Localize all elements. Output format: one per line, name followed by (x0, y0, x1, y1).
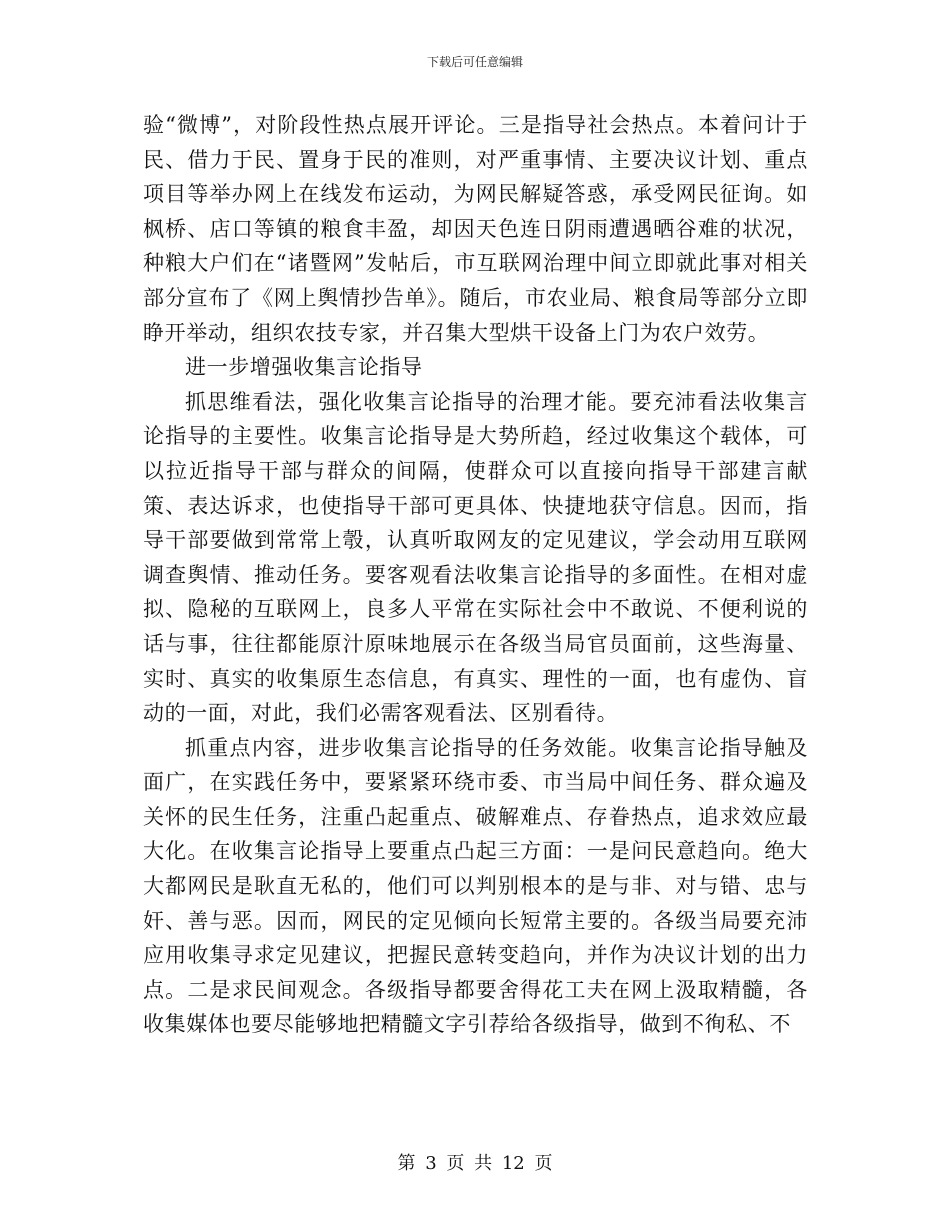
page-header: 下载后可任意编辑 (426, 55, 523, 69)
page-number-footer: 第 3 页 共 12 页 (397, 1153, 553, 1174)
document-body (143, 108, 808, 1042)
body-paragraph: 抓思维看法，强化收集言论指导的治理才能。要充沛看法收集言论指导的主要性。收集言论指导是大势所趋，经过收集这个载体，可以拉近指导干部与群众的间隔，使群众可以直接向指导干部建言献策、表达诉求，也使指导干部可更具体、快捷地获守信息。因而，指导干部要做到常常上彀，认真听取网友的定见建议，学会动用互联网调查舆情、推动任务。要客观看法收集言论指导的多面性。在相对虚拟、隐秘的互联网上，良多人平常在实际社会中不敢说、不便利说的话与事，往往都能原汁原味地展示在各级当局官员面前，这些海量、实时、真实的收集原生态信息，有真实、理性的一面，也有虚伪、盲动的一面，对此，我们必需客观看法、区别看待。 (143, 389, 808, 726)
body-paragraph: 验“微博”，对阶段性热点展开评论。三是指导社会热点。本着问计于民、借力于民、置身于民的准则，对严重事情、主要决议计划、重点项目等举办网上在线发布运动，为网民解疑答惑，承受网民征询。如枫桥、店口等镇的粮食丰盈，却因天色连日阴雨遭遇晒谷难的状况，种粮大户们在“诸暨网”发帖后，市互联网治理中间立即就此事对相关部分宣布了《网上舆情抄告单》。随后，市农业局、粮食局等部分立即睁开举动，组织农技专家，并召集大型烘干设备上门为农户效劳。 (143, 113, 808, 345)
body-paragraph: 抓重点内容，进步收集言论指导的任务效能。收集言论指导触及面广，在实践任务中，要紧紧环绕市委、市当局中间任务、群众遍及关怀的民生任务，注重凸起重点、破解难点、存眷热点，追求效应最大化。在收集言论指导上要重点凸起三方面：一是问民意趋向。绝大大都网民是耿直无私的，他们可以判别根本的是与非、对与错、忠与奸、善与恶。因而，网民的定见倾向长短常主要的。各级当局要充沛应用收集寻求定见建议，把握民意转变趋向，并作为决议计划的出力点。二是求民间观念。各级指导都要舍得花工夫在网上汲取精髓，各收集媒体也要尽能够地把精髓文字引荐给各级指导，做到不徇私、不 (143, 735, 808, 1037)
section-heading: 进一步增强收集言论指导 (185, 355, 423, 380)
